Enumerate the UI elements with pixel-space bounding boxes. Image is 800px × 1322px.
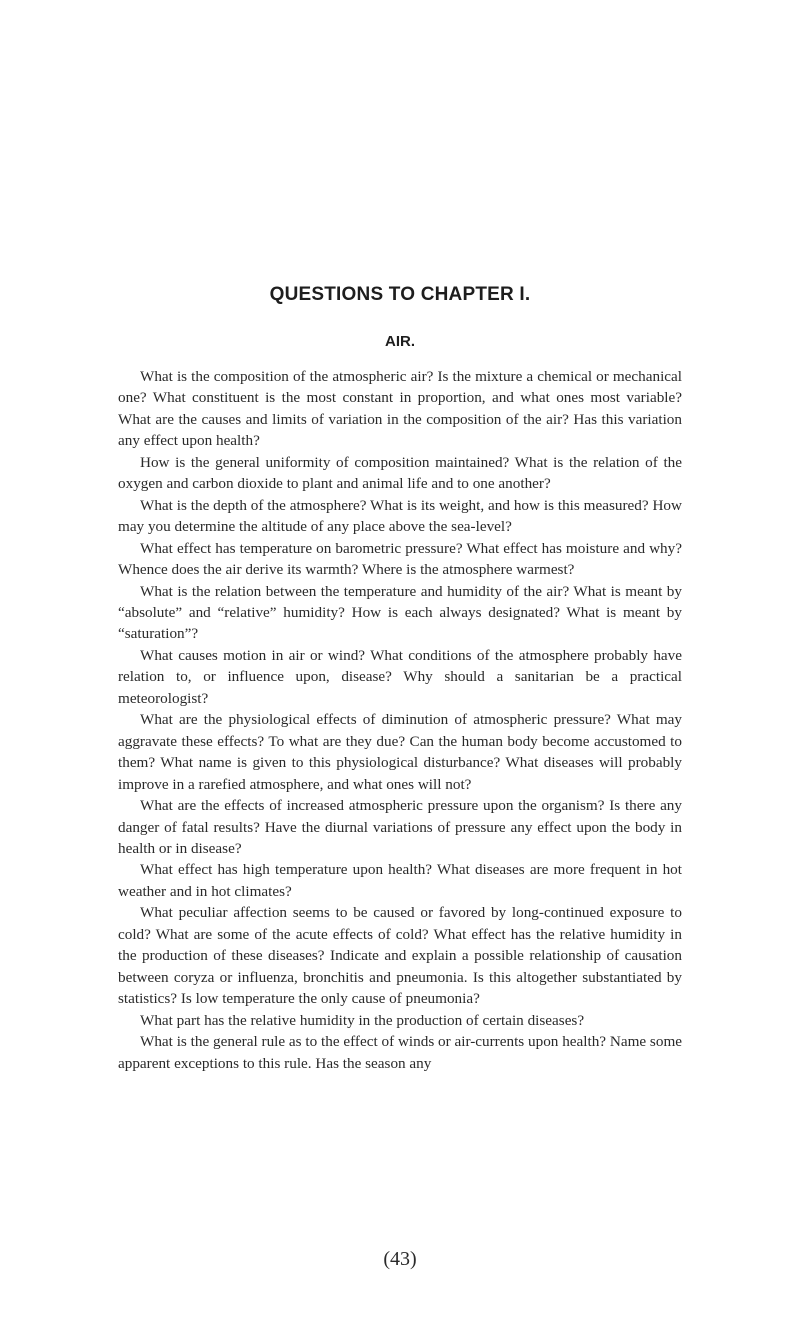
- paragraph: What part has the relative humidity in the production of certain diseases?: [140, 1011, 585, 1029]
- page-number: (43): [383, 1248, 417, 1270]
- paragraph: What is the composition of the atmospheric air? Is the mixture a chemical or mechanical one? What constituent is the most constant in proportion, and what ones most variable? What are the causes and limits of variation in the composition of the air? Has this variation any effect upon health?: [118, 368, 682, 450]
- paragraph: How is the general uniformity of composition maintained? What is the relation of the oxygen and carbon dioxide to plant and animal life and to one another?: [118, 453, 682, 493]
- paragraph: What effect has temperature on barometric pressure? What effect has moisture and why? Whence does the air derive its warmth? Where is the atmosphere warmest?: [118, 539, 682, 579]
- section-title: AIR.: [385, 333, 415, 350]
- paragraph: What peculiar affection seems to be caused or favored by long-continued exposure to cold? What are some of the acute effects of cold? What effect has the relative humidity in the production of these diseases? Indicate and explain a possible relationship of causation between coryza or influenza, bronchitis and pneumonia. Is this altogether substantiated by statistics? Is low temperature the only cause of pneumonia?: [118, 904, 682, 1008]
- paragraph: What is the general rule as to the effect of winds or air-currents upon health? Name some apparent exceptions to this rule. Has the season any: [118, 1033, 682, 1072]
- paragraph: What are the physiological effects of diminution of atmospheric pressure? What may aggravate these effects? To what are they due? Can the human body become accustomed to them? What name is given to this physiological disturbance? What diseases will probably improve in a rarefied atmosphere, and what ones will not?: [118, 711, 682, 793]
- paragraph: What causes motion in air or wind? What conditions of the atmosphere probably have relation to, or influence upon, disease? Why should a sanitarian be a practical meteorologist?: [118, 646, 682, 707]
- question-text: [118, 366, 682, 1074]
- paragraph: What is the depth of the atmosphere? What is its weight, and how is this measured? How may you determine the altitude of any place above the sea-level?: [118, 496, 682, 536]
- paragraph: What is the relation between the temperature and humidity of the air? What is meant by “absolute” and “relative” humidity? How is each always designated? What is meant by “saturation”?: [118, 582, 682, 643]
- paragraph: What effect has high temperature upon health? What diseases are more frequent in hot weather and in hot climates?: [118, 861, 682, 900]
- paragraph: What are the effects of increased atmospheric pressure upon the organism? Is there any danger of fatal results? Have the diurnal variations of pressure any effect upon the body in health or in disease?: [118, 797, 682, 857]
- chapter-title: QUESTIONS TO CHAPTER I.: [269, 284, 531, 305]
